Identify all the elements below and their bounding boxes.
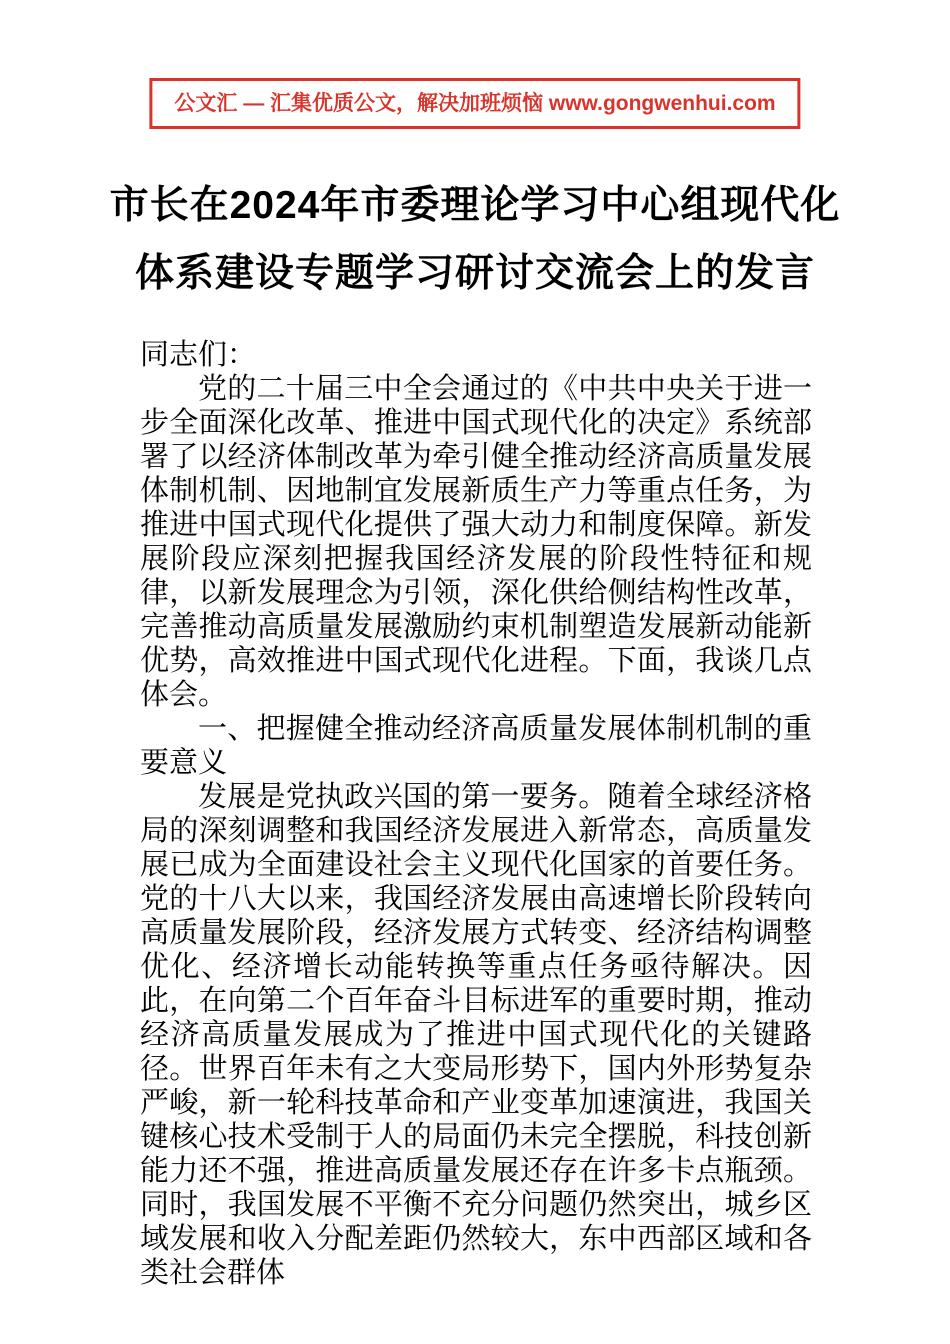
salutation: 同志们： [140, 339, 257, 371]
document-title-line-2: 体系建设专题学习研讨交流会上的发言 [134, 252, 815, 295]
banner-text: 公文汇 — 汇集优质公文，解决加班烦恼 www.gongwenhui.com [174, 92, 776, 115]
paragraph-section-1: 发展是党执政兴国的第一要务。随着全球经济格局的深刻调整和我国经济发展进入新常态，高质量发展已成为全面建设社会主义现代化国家的首要任务。党的十八大以来，我国经济发展由高速增长阶段转向高质量发展阶段，经济发展方式转变、经济结构调整优化、经济增长动能转换等重点任务亟待解决。因此，在向第二个百年奋斗目标进军的重要时期，推动经济高质量发展成为了推进中国式现代化的关键路径。世界百年未有之大变局形势下，国内外形势复杂严峻，新一轮科技革命和产业变革加速演进，我国关键核心技术受制于人的局面仍未完全摆脱，科技创新能力还不强，推进高质量发展还存在许多卡点瓶颈。同时，我国发展不平衡不充分问题仍然突出，城乡区域发展和收入分配差距仍然较大，东中西部区域和各类社会群体 [140, 781, 812, 1289]
document-title-line-1: 市长在2024年市委理论学习中心组现代化 [109, 184, 841, 227]
document-body [140, 338, 812, 1290]
document-title [60, 172, 890, 308]
paragraph-intro: 党的二十届三中全会通过的《中共中央关于进一步全面深化改革、推进中国式现代化的决定》系统部署了以经济体制改革为牵引健全推动经济高质量发展体制机制、因地制宜发展新质生产力等重点任务，为推进中国式现代化提供了强大动力和制度保障。新发展阶段应深刻把握我国经济发展的阶段性特征和规律，以新发展理念为引领，深化供给侧结构性改革，完善推动高质量发展激励约束机制塑造发展新动能新优势，高效推进中国式现代化进程。下面，我谈几点体会。 [140, 373, 812, 711]
section-heading-1: 一、把握健全推动经济高质量发展体制机制的重要意义 [140, 713, 812, 779]
site-banner [149, 78, 800, 129]
